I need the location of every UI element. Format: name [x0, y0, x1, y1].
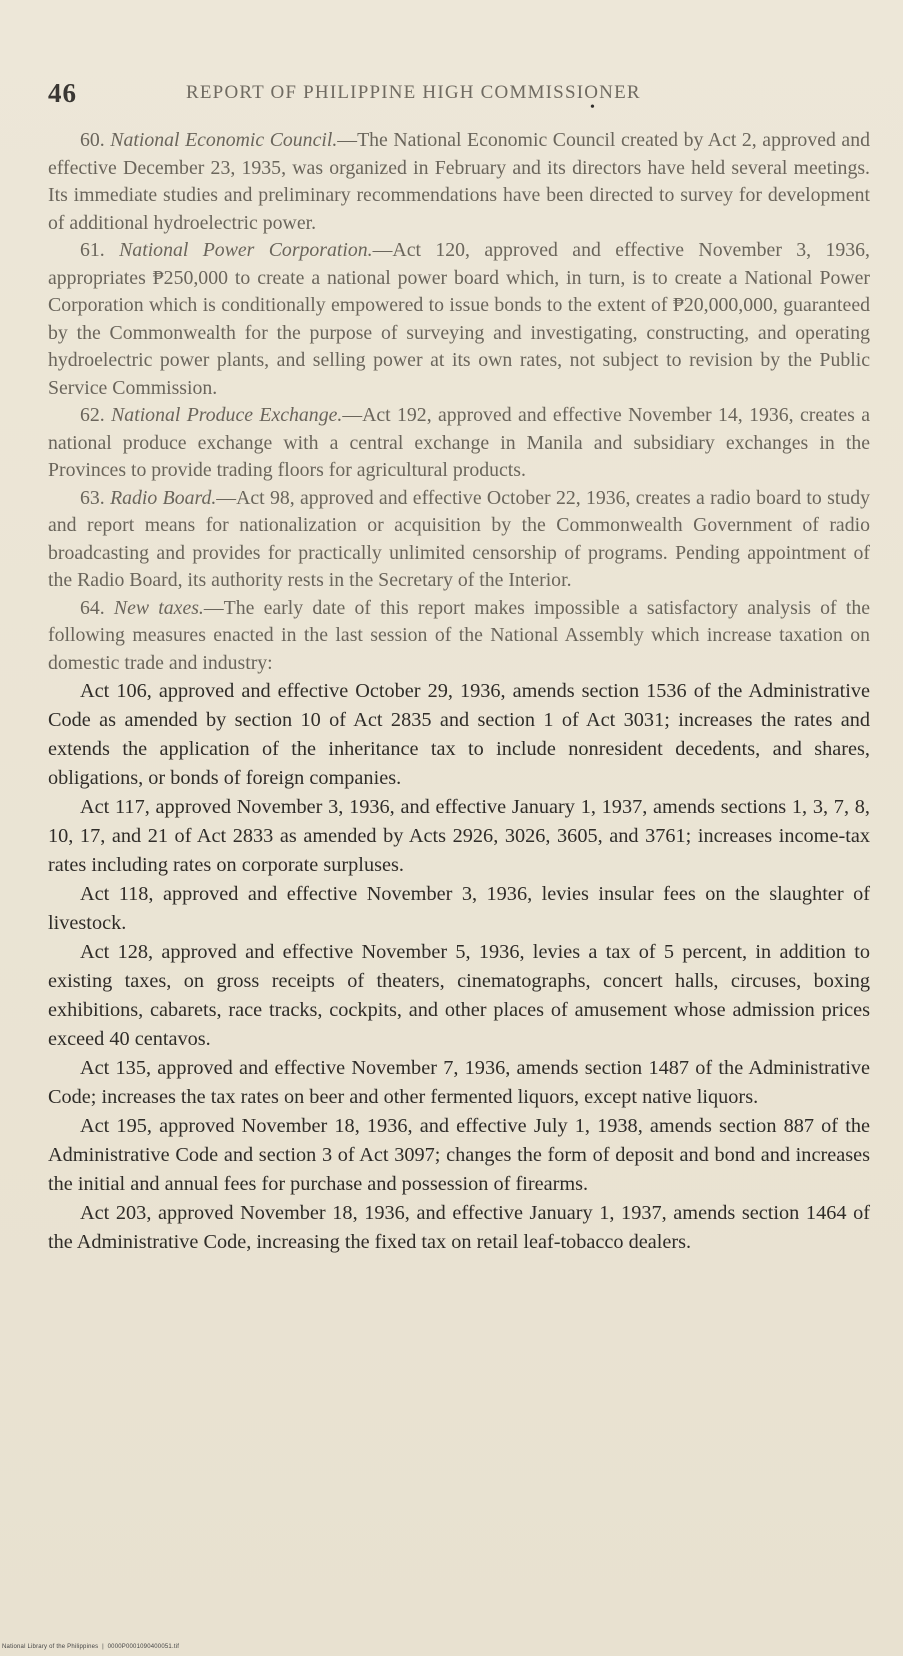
scan-footer: National Library of the Philippines | 0000P0001090400051.tif	[2, 1644, 180, 1650]
ink-mark: •	[590, 100, 595, 115]
paragraph-heading: Radio Board.	[110, 486, 217, 509]
paragraph-text: —Act 120, approved and effective November 3, 1936, appropriates ₱250,000 to create a national power board which, in turn, is to create a National Power Corporation which is conditionally empowered to issue bonds to the extent of ₱20,000,000, guaranteed by the Commonwealth for the purpose of surveying and investigating, constructing, and operating hydroelectric power plants, and selling power at its own rates, not subject to revision by the Public Service Commission.	[48, 239, 870, 399]
footer-identifier: 0000P0001090400051.tif	[107, 1644, 180, 1650]
act-203-paragraph: Act 203, approved November 18, 1936, and effective January 1, 1937, amends section 1464 of the Administrative Code, increasing the fixed tax on retail leaf-tobacco dealers.	[48, 1202, 870, 1253]
paragraph-national-economic-council	[48, 127, 870, 237]
paragraph-number: 61.	[80, 239, 105, 261]
paragraph-number: 64.	[80, 596, 105, 619]
paragraph-national-produce-exchange	[48, 402, 870, 485]
paragraph-text: —The National Economic Council created by Act 2, approved and effective December 23, 1935, was organized in February and its directors have held several meetings. Its immediate studies and preliminary recommendations have been directed to survey for development of additional hydroelectric power.	[48, 129, 870, 234]
act-117-paragraph: Act 117, approved November 3, 1936, and effective January 1, 1937, amends sections 1, 3, 7, 8, 10, 17, and 21 of Act 2833 as amended by Acts 2926, 3026, 3605, and 3761; increases income-tax rates including rates on corporate surpluses.	[48, 796, 870, 876]
act-135-paragraph: Act 135, approved and effective November 7, 1936, amends section 1487 of the Administrative Code; increases the tax rates on beer and other fermented liquors, except native liquors.	[48, 1057, 870, 1108]
paragraph-new-taxes	[48, 595, 870, 678]
body-text	[48, 127, 870, 1257]
paragraph-text: —Act 192, approved and effective November 14, 1936, creates a national produce exchange with a central exchange in Manila and subsidiary exchanges in the Provinces to provide trading floors for agricultural products.	[48, 404, 870, 481]
paragraph-number: 63.	[80, 486, 105, 509]
page-number: 46	[48, 78, 77, 108]
paragraph-national-power-corporation	[48, 237, 870, 402]
paragraph-heading: New taxes.	[113, 596, 204, 619]
paragraph-number: 62.	[80, 404, 105, 426]
act-118-paragraph: Act 118, approved and effective November 3, 1936, levies insular fees on the slaughter of livestock.	[48, 883, 870, 934]
paragraph-radio-board	[48, 485, 870, 595]
act-195-paragraph: Act 195, approved November 18, 1936, and effective July 1, 1938, amends section 887 of the Administrative Code and section 3 of Act 3097; changes the form of deposit and bond and increases the initial and annual fees for purchase and possession of firearms.	[48, 1115, 870, 1195]
paragraph-text: —The early date of this report makes impossible a satisfactory analysis of the following measures enacted in the last session of the National Assembly which increase taxation on domestic trade and industry:	[48, 596, 870, 674]
paragraph-heading: National Economic Council.	[110, 129, 338, 151]
page-header	[48, 78, 873, 114]
paragraph-text: —Act 98, approved and effective October 22, 1936, creates a radio board to study and report means for nationalization or acquisition by the Commonwealth Government of radio broadcasting and provides for practically unlimited censorship of programs. Pending appointment of the Radio Board, its authority rests in the Secretary of the Interior.	[48, 486, 870, 591]
footer-source: National Library of the Philippines	[2, 1644, 99, 1650]
act-128-paragraph: Act 128, approved and effective November 5, 1936, levies a tax of 5 percent, in addition to existing taxes, on gross receipts of theaters, cinematographs, concert halls, circuses, boxing exhibitions, cabarets, race tracks, cockpits, and other places of amusement whose admission prices exceed 40 centavos.	[48, 941, 870, 1050]
paragraph-heading: National Produce Exchange.	[111, 404, 343, 426]
paragraph-heading: National Power Corporation.	[119, 239, 373, 261]
act-106-paragraph: Act 106, approved and effective October 29, 1936, amends section 1536 of the Administrative Code as amended by section 10 of Act 2835 and section 1 of Act 3031; increases the rates and extends the application of the inheritance tax to include nonresident decedents, and shares, obligations, or bonds of foreign companies.	[48, 680, 870, 789]
running-head: REPORT OF PHILIPPINE HIGH COMMISSIONER	[186, 82, 641, 103]
paragraph-number: 60.	[80, 129, 105, 151]
